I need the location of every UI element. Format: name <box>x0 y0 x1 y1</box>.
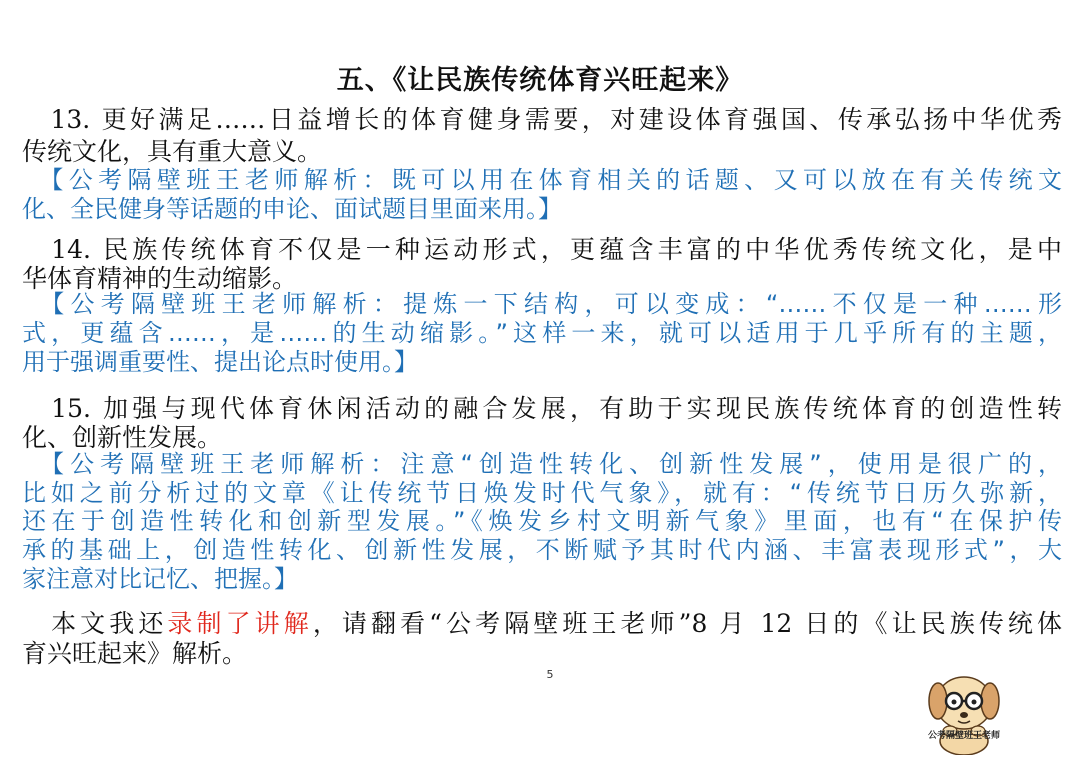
analysis-15-line-5: 家注意对比记忆、把握。】 <box>22 565 298 593</box>
analysis-14-line-1: 【公考隔壁班王老师解析：提炼一下结构，可以变成：“……不仅是一种……形 <box>22 290 1062 318</box>
item-15-line-2: 化、创新性发展。 <box>22 423 223 452</box>
closing-line-2: 育兴旺起来》解析。 <box>22 639 248 668</box>
item-13-line-2: 传统文化，具有重大意义。 <box>22 137 323 166</box>
page-number: 5 <box>546 668 554 681</box>
mascot-label: 公考隔壁班王老师 <box>927 731 1000 741</box>
analysis-14-line-2: 式，更蕴含……，是……的生动缩影。”这样一来，就可以适用于几乎所有的主题， <box>22 319 1062 347</box>
item-14-line-2: 华体育精神的生动缩影。 <box>22 264 298 293</box>
closing-line-1 <box>22 608 1062 640</box>
item-15-line-1: 15. 加强与现代体育休闲活动的融合发展，有助于实现民族传统体育的创造性转 <box>22 394 1062 423</box>
closing-text-post: ，请翻看“公考隔壁班王老师”8 月 12 日的《让民族传统体 <box>312 609 1062 638</box>
analysis-15-line-1: 【公考隔壁班王老师解析：注意“创造性转化、创新性发展”，使用是很广的， <box>22 450 1062 478</box>
item-14-line-1: 14. 民族传统体育不仅是一种运动形式，更蕴含丰富的中华优秀传统文化，是中 <box>22 235 1062 264</box>
item-13-line-1: 13. 更好满足……日益增长的体育健身需要，对建设体育强国、传承弘扬中华优秀 <box>22 105 1062 134</box>
section-title: 五、《让民族传统体育兴旺起来》 <box>336 65 744 96</box>
analysis-13-line-1: 【公考隔壁班王老师解析：既可以用在体育相关的话题、又可以放在有关传统文 <box>22 166 1062 194</box>
analysis-14-line-3: 用于强调重要性、提出论点时使用。】 <box>22 348 418 376</box>
analysis-15-line-2: 比如之前分析过的文章《让传统节日焕发时代气象》，就有：“传统节日历久弥新， <box>22 479 1062 507</box>
analysis-13-line-2: 化、全民健身等话题的申论、面试题目里面来用。】 <box>22 195 562 223</box>
closing-text-pre: 本文我还 <box>22 609 168 638</box>
analysis-15-line-4: 承的基础上，创造性转化、创新性发展，不断赋予其时代内涵、丰富表现形式”，大 <box>22 536 1062 564</box>
analysis-15-line-3: 还在于创造性转化和创新型发展。”《焕发乡村文明新气象》里面，也有“在保护传 <box>22 507 1062 535</box>
recorded-explanation-highlight: 录制了讲解 <box>167 609 313 638</box>
